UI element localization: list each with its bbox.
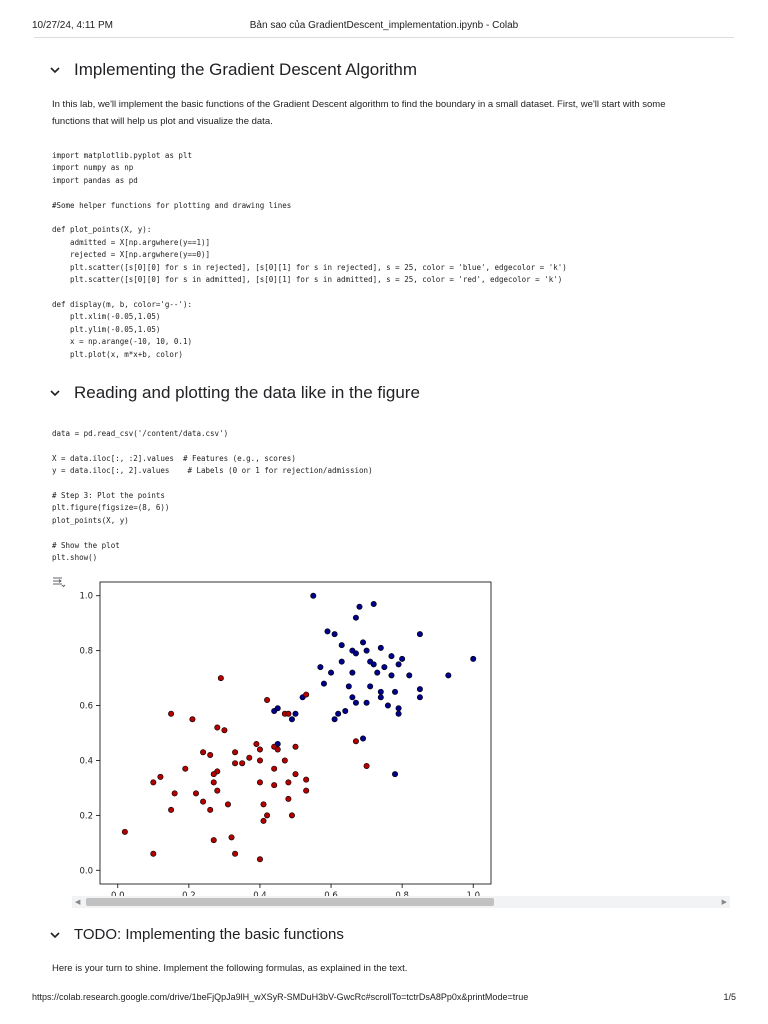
section-header-todo[interactable]: [48, 926, 344, 943]
intro-text: In this lab, we'll implement the basic functions of the Gradient Descent algorithm to find the boundary in a small dataset. First, we'll start with some functions that will help us plot and visualize the data.: [52, 99, 666, 127]
rejected-point: [396, 662, 401, 667]
rejected-point: [328, 670, 333, 675]
rejected-point: [357, 604, 362, 609]
admitted-point: [271, 782, 276, 787]
rejected-point: [385, 703, 390, 708]
rejected-point: [399, 656, 404, 661]
admitted-point: [257, 747, 262, 752]
scroll-left-icon[interactable]: ◀: [75, 899, 81, 906]
admitted-point: [257, 857, 262, 862]
section-title: TODO: Implementing the basic functions: [74, 926, 344, 943]
scroll-right-icon[interactable]: ▶: [721, 899, 727, 906]
admitted-point: [211, 780, 216, 785]
rejected-point: [367, 684, 372, 689]
code-cell-helpers[interactable]: import matplotlib.pyplot as plt import numpy as np import pandas as pd #Some helper functions for plotting and drawing lines def plot_points(X, y): admitted = X[np.argwhere(y==1)] rejected = X[np.argwhere(y==0)] plt.scatter([s[0][0] for s in rejected], [s[0][1] for s in rejected], s = 25, color = 'blue', edgecolor = 'k') plt.scatter([s[0][0] for s in admitted], [s[0][1] for s in admitted], s = 25, color = 'red', edgecolor = 'k') def display(m, b, color='g--'): plt.xlim(-0.05,1.05) plt.ylim(-0.05,1.05) x = np.arange(-10, 10, 0.1) plt.plot(x, m*x+b, color): [52, 151, 567, 359]
admitted-point: [303, 777, 308, 782]
admitted-point: [229, 835, 234, 840]
rejected-point: [360, 736, 365, 741]
admitted-point: [275, 747, 280, 752]
page-url: https://colab.research.google.com/drive/1beFjQpJa9lH_wXSyR-SMDuH3bV-GwcRc#scrollTo=tctrDsA8Pp0x&printMode=true: [32, 992, 529, 1002]
admitted-point: [232, 851, 237, 856]
admitted-point: [254, 741, 259, 746]
admitted-point: [200, 799, 205, 804]
admitted-point: [239, 761, 244, 766]
admitted-point: [122, 829, 127, 834]
rejected-point: [471, 656, 476, 661]
rejected-point: [353, 700, 358, 705]
admitted-point: [289, 813, 294, 818]
admitted-point: [257, 758, 262, 763]
document-title: Bản sao của GradientDescent_implementation.ipynb - Colab: [249, 20, 519, 31]
admitted-point: [271, 766, 276, 771]
admitted-point: [193, 791, 198, 796]
rejected-point: [350, 695, 355, 700]
admitted-point: [261, 802, 266, 807]
rejected-point: [350, 670, 355, 675]
admitted-point: [225, 802, 230, 807]
rejected-point: [353, 651, 358, 656]
rejected-point: [346, 684, 351, 689]
admitted-point: [158, 774, 163, 779]
scrollbar-thumb[interactable]: [86, 898, 494, 906]
admitted-point: [264, 697, 269, 702]
plot-frame: [100, 582, 491, 884]
admitted-point: [215, 788, 220, 793]
rejected-point: [360, 640, 365, 645]
rejected-point: [396, 711, 401, 716]
y-tick-label: 1.0: [79, 591, 93, 602]
section-title: Implementing the Gradient Descent Algorithm: [74, 60, 418, 79]
rejected-point: [339, 659, 344, 664]
rejected-point: [396, 706, 401, 711]
admitted-point: [293, 744, 298, 749]
section-title: Reading and plotting the data like in the figure: [74, 383, 420, 402]
chevron-down-icon[interactable]: [48, 63, 62, 77]
admitted-point: [172, 791, 177, 796]
rejected-point: [389, 673, 394, 678]
admitted-point: [353, 739, 358, 744]
admitted-point: [286, 796, 291, 801]
admitted-point: [232, 761, 237, 766]
page-number: 1/5: [723, 992, 736, 1002]
code-cell-plot[interactable]: data = pd.read_csv('/content/data.csv') X = data.iloc[:, :2].values # Features (e.g., scores) y = data.iloc[:, 2].values # Labels (0 or 1 for rejection/admission) # Step 3: Plot the points plt.figure(figsize=(8, 6)) plot_points(X, y) # Show the plot plt.show(): [52, 429, 373, 563]
admitted-point: [151, 780, 156, 785]
header-divider: [34, 37, 734, 38]
rejected-point: [311, 593, 316, 598]
admitted-point: [303, 788, 308, 793]
rejected-point: [407, 673, 412, 678]
y-tick-label: 0.6: [79, 701, 93, 712]
todo-text: Here is your turn to shine. Implement the following formulas, as explained in the text.: [52, 963, 408, 974]
rejected-point: [293, 711, 298, 716]
rejected-point: [321, 681, 326, 686]
rejected-point: [364, 648, 369, 653]
admitted-point: [222, 728, 227, 733]
rejected-point: [353, 615, 358, 620]
admitted-point: [286, 780, 291, 785]
rejected-point: [382, 664, 387, 669]
scatter-plot: [60, 580, 510, 890]
admitted-point: [293, 771, 298, 776]
admitted-point: [257, 780, 262, 785]
admitted-point: [218, 675, 223, 680]
rejected-point: [289, 717, 294, 722]
y-tick-label: 0.4: [79, 756, 93, 767]
admitted-point: [215, 725, 220, 730]
chevron-down-icon[interactable]: [48, 386, 62, 400]
admitted-point: [151, 851, 156, 856]
rejected-point: [375, 670, 380, 675]
rejected-point: [378, 695, 383, 700]
print-datetime: 10/27/24, 4:11 PM: [32, 20, 113, 31]
rejected-point: [339, 642, 344, 647]
rejected-point: [417, 631, 422, 636]
admitted-point: [168, 807, 173, 812]
rejected-point: [371, 662, 376, 667]
admitted-point: [247, 755, 252, 760]
admitted-point: [286, 711, 291, 716]
rejected-point: [335, 711, 340, 716]
admitted-point: [207, 752, 212, 757]
print-header: [0, 0, 768, 40]
rejected-point: [417, 695, 422, 700]
admitted-point: [183, 766, 188, 771]
rejected-point: [364, 700, 369, 705]
rejected-point: [446, 673, 451, 678]
rejected-point: [343, 708, 348, 713]
admitted-point: [207, 807, 212, 812]
rejected-point: [417, 686, 422, 691]
y-tick-label: 0.0: [79, 866, 93, 877]
section-header-gradient-descent[interactable]: [48, 60, 417, 80]
admitted-point: [211, 771, 216, 776]
admitted-point: [200, 750, 205, 755]
output-horizontal-scrollbar[interactable]: [72, 896, 730, 908]
rejected-point: [389, 653, 394, 658]
y-tick-label: 0.2: [79, 811, 93, 822]
section-header-reading-data[interactable]: [48, 383, 420, 403]
admitted-point: [190, 717, 195, 722]
admitted-point: [261, 818, 266, 823]
rejected-point: [271, 708, 276, 713]
admitted-point: [211, 837, 216, 842]
rejected-point: [392, 689, 397, 694]
admitted-point: [303, 692, 308, 697]
rejected-point: [378, 645, 383, 650]
admitted-point: [264, 813, 269, 818]
admitted-point: [364, 763, 369, 768]
admitted-point: [168, 711, 173, 716]
rejected-point: [332, 631, 337, 636]
y-tick-label: 0.8: [79, 646, 93, 657]
chevron-down-icon[interactable]: [48, 928, 62, 942]
rejected-point: [325, 629, 330, 634]
rejected-point: [371, 601, 376, 606]
rejected-point: [392, 771, 397, 776]
rejected-point: [378, 689, 383, 694]
admitted-point: [232, 750, 237, 755]
rejected-point: [332, 717, 337, 722]
rejected-point: [318, 664, 323, 669]
admitted-point: [282, 758, 287, 763]
